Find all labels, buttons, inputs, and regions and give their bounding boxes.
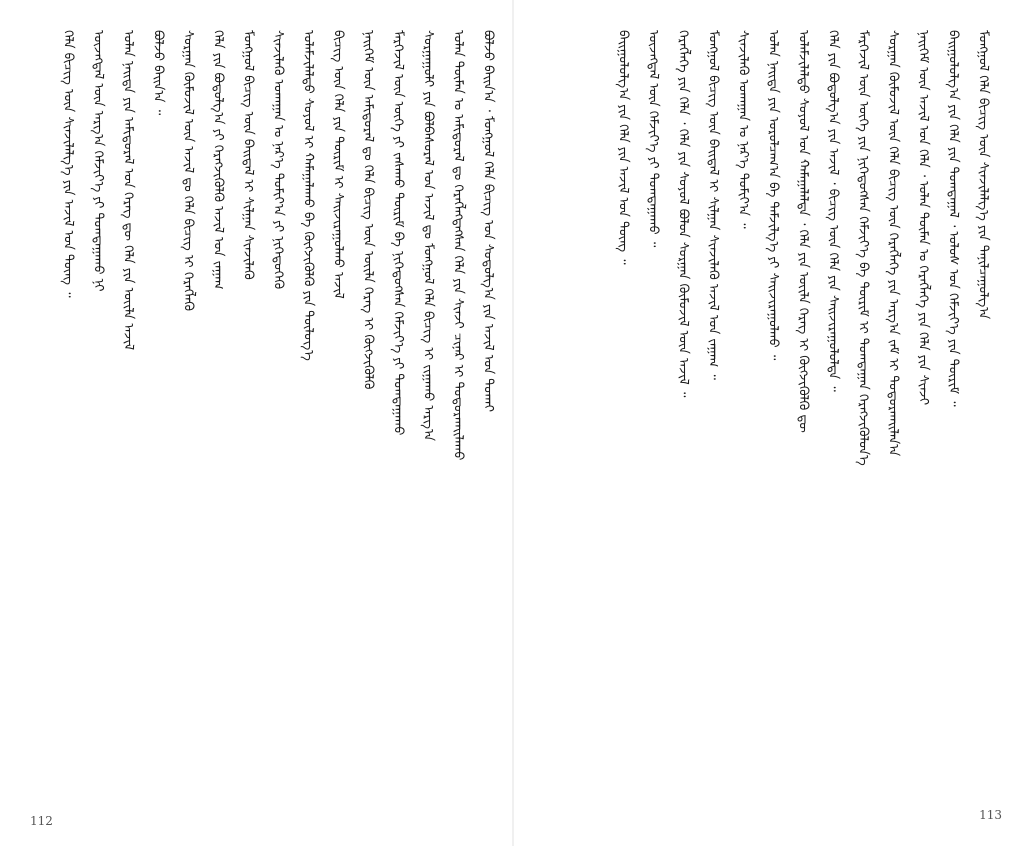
text-columns-left (18, 30, 503, 786)
text-column (701, 30, 725, 786)
column-text: ᠰᠢᠨᠵᠢᠯᠡᠬᠦ ᠤᠬᠠᠭᠠᠨ ᠤ ᠨᠡᠷ᠎ᠡ ᠲᠣᠮᠢᠶ᠎ᠠ ᠃ (735, 30, 751, 229)
column-text: ᠪᠠᠢᠭᠤᠯᠤᠯᠭ᠎ᠠ ᠶᠢᠨ ᠬᠡᠯᠡ ᠶᠢᠨ ᠠᠵᠢᠯ ᠤᠨ ᠳᠦᠩ ᠃ (615, 30, 631, 265)
column-text: ᠬᠡᠯᠡ ᠶᠢᠨ ᠪᠣᠳᠣᠯᠭ᠎ᠠ ᠶᠢ ᠬᠡᠷᠡᠭᠵᠢᠭᠦᠯᠬᠦ ᠠᠵᠢᠯ ᠤᠨ ᠵᠠᠭᠠᠭ (210, 30, 226, 290)
text-column (386, 30, 410, 786)
column-text: ᠪᠠᠢᠭᠤᠯᠤᠯᠭ᠎ᠠ ᠶᠢᠨ ᠬᠡᠯᠡ ᠶᠢᠨ ᠲᠣᠭᠲᠠᠭᠠᠯ ᠂ ᠤᠯᠤᠰ ᠤᠨ ᠬᠡᠮᠵᠢᠶ᠎ᠡ ᠶᠢᠨ ᠳᠦᠷᠢᠮ ᠃ (945, 30, 961, 407)
text-column (416, 30, 440, 786)
page-number: 112 (30, 814, 53, 828)
column-text: ᠤᠯᠠᠮᠵᠢᠯᠠᠯᠳᠤ ᠰᠣᠶᠤᠯ ᠤᠨ ᠬᠠᠮᠠᠭᠠᠯᠠᠯᠲᠠ ᠂ ᠬᠡᠯᠡ ᠶᠢᠨ ᠦᠢᠯᠡ ᠬᠡᠷᠡᠭ ᠢ ᠬᠥᠭᠵᠢᠭᠦᠯᠬᠦ ᠳᠦ (795, 30, 811, 433)
column-text: ᠪᠣᠯᠵᠤ ᠪᠠᠢᠨ᠎ᠠ ᠃ (150, 30, 166, 116)
column-text: ᠮᠣᠩᠭᠣᠯ ᠪᠢᠴᠢᠭ ᠦᠨ ᠪᠠᠢᠳᠠᠯ ᠢ ᠰᠢᠯᠭᠠᠨ ᠰᠢᠨᠵᠢᠯᠡᠬᠦ ᠠᠵᠢᠯ ᠤᠨ ᠵᠠᠭᠠᠭ ᠃ (705, 30, 721, 380)
column-text: ᠬᠡᠯᠡ ᠶᠢᠨ ᠪᠣᠳᠣᠯᠭ᠎ᠠ ᠶᠢᠨ ᠠᠵᠢᠯ ᠂ ᠪᠢᠴᠢᠭ ᠦᠨ ᠬᠡᠯᠡ ᠶᠢᠨ ᠰᠠᠢᠵᠢᠷᠠᠭᠤᠯᠤᠯᠲᠠ ᠃ (825, 30, 841, 392)
text-column (146, 30, 170, 786)
text-column (176, 30, 200, 786)
text-column (851, 30, 875, 786)
column-text: ᠣᠯᠠᠨ ᠨᠡᠢᠲᠡ ᠶᠢᠨ ᠣᠷᠣᠯᠴᠠᠭ᠎ᠠ ᠪᠠ ᠳᠡᠮᠵᠢᠯᠭ᠎ᠡ ᠶᠢ ᠰᠠᠢᠵᠢᠷᠠᠭᠤᠯᠬᠤ ᠃ (765, 30, 781, 361)
page-right (513, 0, 1026, 846)
text-column (86, 30, 110, 786)
column-text: ᠣᠯᠠᠨ ᠨᠡᠢᠲᠡ ᠶᠢᠨ ᠠᠮᠢᠳᠤᠷᠠᠯ ᠤᠨ ᠬᠡᠷᠡᠭ ᠳᠦ ᠬᠡᠯᠡ ᠶᠢᠨ ᠦᠢᠯᠡ ᠠᠵᠢᠯ (120, 30, 136, 351)
text-column (296, 30, 320, 786)
column-text: ᠰᠢᠨᠵᠢᠯᠡᠬᠦ ᠤᠬᠠᠭᠠᠨ ᠤ ᠨᠡᠷ᠎ᠡ ᠲᠣᠮᠢᠶ᠎ᠠ ᠶᠢ ᠨᠢᠭᠡᠳᠦᠭᠡᠬᠦ (270, 30, 286, 290)
text-column (56, 30, 80, 786)
text-column (206, 30, 230, 786)
column-text: ᠪᠢᠴᠢᠭ ᠦᠨ ᠬᠡᠯᠡ ᠶᠢᠨ ᠳᠦᠷᠢᠮ ᠢ ᠰᠠᠢᠵᠢᠷᠠᠭᠤᠯᠬᠤ ᠠᠵᠢᠯ (330, 30, 346, 299)
text-column (791, 30, 815, 786)
column-text: ᠮᠣᠩᠭᠣᠯ ᠪᠢᠴᠢᠭ ᠦᠨ ᠪᠠᠢᠳᠠᠯ ᠢ ᠰᠢᠯᠭᠠᠨ ᠰᠢᠨᠵᠢᠯᠡᠬᠦ (240, 30, 256, 280)
column-text: ᠬᠡᠷᠡᠭᠯᠡᠭᠡ ᠶᠢᠨ ᠬᠡᠯᠡ ᠂ ᠬᠡᠯᠡ ᠶᠢᠨ ᠰᠣᠶᠤᠯ ᠪᠣᠯᠤᠨ ᠰᠤᠷᠭᠠᠨ ᠬᠦᠮᠦᠵᠢᠯ ᠦᠨ ᠠᠵᠢᠯ ᠃ (675, 30, 691, 398)
column-text: ᠦᠵᠡᠭᠳᠡᠯ ᠦᠨ ᠬᠡᠮᠵᠢᠶ᠎ᠡ ᠶᠢ ᠲᠣᠭᠲᠠᠭᠠᠬᠤ ᠃ (645, 30, 661, 248)
text-column (671, 30, 695, 786)
page-number: 113 (979, 808, 1002, 822)
column-text: ᠰᠤᠷᠭᠠᠨ ᠬᠦᠮᠦᠵᠢᠯ ᠦᠨ ᠠᠵᠢᠯ ᠳᠤ ᠬᠡᠯᠡ ᠪᠢᠴᠢᠭ ᠢ ᠬᠡᠷᠡᠭᠯᠡᠬᠦ (180, 30, 196, 311)
column-text: ᠬᠡᠯᠡ ᠪᠢᠴᠢᠭ ᠦᠨ ᠰᠢᠨᠵᠢᠯᠡᠯᠭ᠎ᠡ ᠶᠢᠨ ᠠᠵᠢᠯ ᠤᠨ ᠳᠦᠩ ᠃ (60, 30, 76, 298)
text-column (611, 30, 635, 786)
column-text: ᠦᠵᠡᠭᠳᠡᠯ ᠦᠨ ᠠᠷᠭ᠎ᠠ ᠬᠡᠮᠵᠢᠶ᠎ᠡ ᠶᠢ ᠲᠣᠭᠲᠠᠭᠠᠬᠤ ᠨᠢ (90, 30, 106, 292)
text-column (446, 30, 470, 786)
text-column (236, 30, 260, 786)
column-text: ᠤᠯᠠᠮᠵᠢᠯᠠᠯᠳᠤ ᠰᠣᠶᠤᠯ ᠢ ᠬᠠᠮᠠᠭᠠᠯᠠᠬᠤ ᠪᠠ ᠬᠥᠭᠵᠢᠭᠦᠯᠬᠦ ᠶᠢᠨ ᠲᠥᠯᠥᠭ᠎ᠡ (300, 30, 316, 361)
text-column (326, 30, 350, 786)
text-column (266, 30, 290, 786)
text-columns-right (521, 30, 998, 786)
text-column (116, 30, 140, 786)
column-text: ᠰᠤᠷᠭᠠᠭᠤᠯᠢ ᠶᠢᠨ ᠪᠣᠯᠪᠠᠰᠤᠷᠠᠯ ᠤᠨ ᠠᠵᠢᠯ ᠳᠤ ᠮᠣᠩᠭᠣᠯ ᠬᠡᠯᠡ ᠪᠢᠴᠢᠭ ᠢ ᠵᠢᠭᠠᠬᠤ ᠠᠷᠭ᠎ᠠ (420, 30, 436, 442)
text-column (911, 30, 935, 786)
text-column (761, 30, 785, 786)
column-text: ᠨᠡᠢᠭᠡᠮ ᠦᠨ ᠠᠵᠢᠯ ᠤᠨ ᠬᠡᠯᠡ ᠂ ᠣᠯᠠᠨ ᠲᠦᠮᠡᠨ ᠤ ᠬᠡᠷᠡᠭᠯᠡᠭᠡ ᠶᠢᠨ ᠬᠡᠯᠡ ᠶᠢᠨ ᠰᠢᠨᠵᠢ (915, 30, 931, 406)
column-text: ᠮᠣᠩᠭᠣᠯ ᠬᠡᠯᠡ ᠪᠢᠴᠢᠭ ᠦᠨ ᠰᠢᠨᠵᠢᠯᠡᠯᠭ᠎ᠡ ᠶᠢᠨ ᠲᠠᠨᠢᠯᠴᠠᠭᠤᠯᠭ᠎ᠠ (975, 30, 991, 320)
text-column (731, 30, 755, 786)
text-column (641, 30, 665, 786)
column-text: ᠨᠡᠢᠭᠡᠮ ᠦᠨ ᠠᠮᠢᠳᠤᠷᠠᠯ ᠳᠤ ᠬᠡᠯᠡ ᠪᠢᠴᠢᠭ ᠦᠨ ᠦᠢᠯᠡ ᠬᠡᠷᠡᠭ ᠢ ᠬᠥᠭᠵᠢᠭᠦᠯᠬᠦ (360, 30, 376, 390)
column-text: ᠰᠤᠷᠭᠠᠨ ᠬᠦᠮᠦᠵᠢᠯ ᠦᠨ ᠬᠡᠯᠡ ᠪᠢᠴᠢᠭ ᠦᠨ ᠬᠡᠷᠡᠭᠯᠡᠭᠡ ᠶᠢᠨ ᠠᠷᠭ᠎ᠠ ᠵᠠᠮ ᠢ ᠲᠣᠳᠤᠷᠬᠠᠢᠯᠠᠨ᠎ᠠ (885, 30, 901, 457)
column-text: ᠮᠡᠷᠭᠡᠵᠢᠯ ᠦᠨ ᠦᠭᠡ ᠶᠢ ᠵᠠᠰᠠᠬᠤ ᠳᠦᠷᠢᠮ ᠪᠠ ᠨᠢᠭᠡᠳᠦᠭᠰᠡᠨ ᠬᠡᠮᠵᠢᠶ᠎ᠡ ᠶᠢ ᠲᠣᠭᠲᠠᠭᠠᠬᠤ (390, 30, 406, 436)
column-text: ᠪᠣᠯᠵᠤ ᠪᠠᠢᠨ᠎ᠠ ᠂ ᠮᠣᠩᠭᠣᠯ ᠬᠡᠯᠡ ᠪᠢᠴᠢᠭ ᠤᠨ ᠰᠤᠳᠤᠯᠭ᠎ᠠ ᠶᠢᠨ ᠠᠵᠢᠯ ᠤᠨ ᠲᠤᠬᠠᠢ (480, 30, 496, 413)
column-text: ᠮᠡᠷᠭᠡᠵᠢᠯ ᠦᠨ ᠦᠭᠡ ᠶᠢᠨ ᠨᠢᠭᠡᠳᠦᠭᠰᠡᠨ ᠬᠡᠮᠵᠢᠶ᠎ᠡ ᠪᠠ ᠳᠦᠷᠢᠮ ᠢ ᠲᠣᠭᠲᠠᠭᠠᠨ ᠬᠡᠷᠡᠭᠵᠢᠭᠦᠯᠦᠨ᠎ᠡ (855, 30, 871, 466)
text-column (356, 30, 380, 786)
text-column (971, 30, 995, 786)
column-text: ᠣᠯᠠᠨ ᠲᠦᠮᠡᠨ ᠤ ᠠᠮᠢᠳᠤᠷᠠᠯ ᠳᠤ ᠬᠡᠷᠡᠭᠯᠡᠭᠳᠡᠭᠰᠡᠨ ᠬᠡᠯᠡ ᠶᠢᠨ ᠰᠢᠨᠵᠢ ᠴᠢᠨᠠᠷ ᠢ ᠲᠣᠳᠤᠷᠬᠠᠢᠯᠠᠬᠤ (450, 30, 466, 461)
text-column (476, 30, 500, 786)
text-column (821, 30, 845, 786)
text-column (881, 30, 905, 786)
text-column (941, 30, 965, 786)
